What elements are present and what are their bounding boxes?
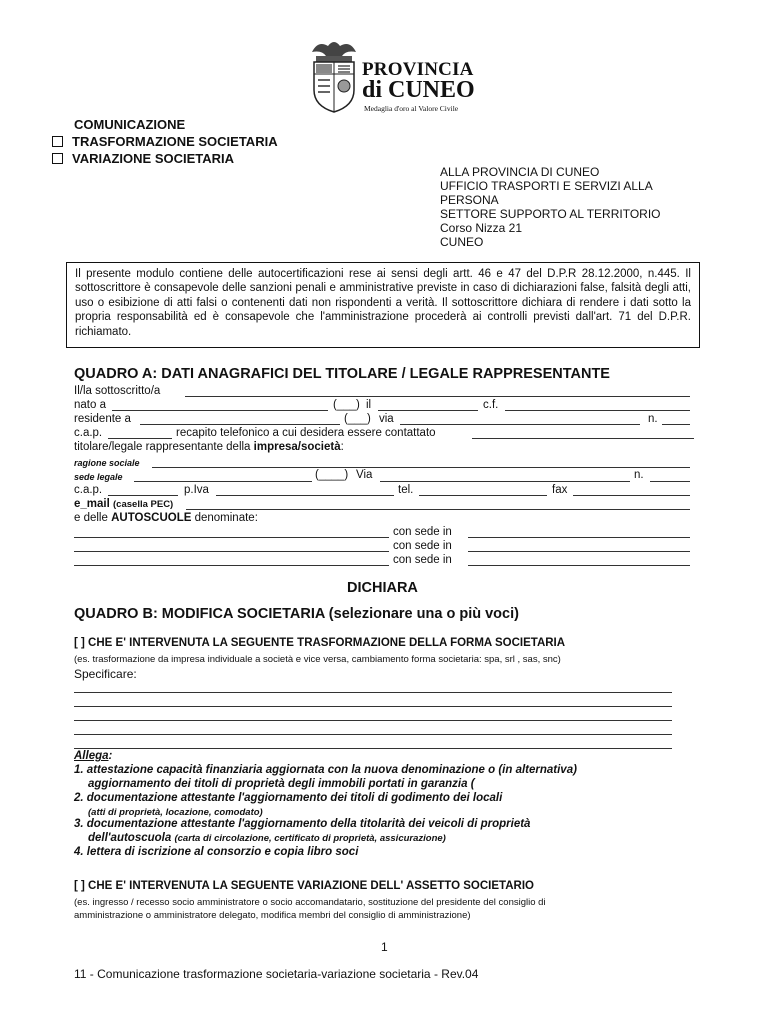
field-tel[interactable]: [419, 495, 547, 496]
titolare-colon: :: [340, 441, 344, 453]
allega-item-4: 4. lettera di iscrizione al consorzio e copia libro soci: [74, 846, 359, 858]
field-email-pec[interactable]: [186, 509, 690, 510]
label-pec: (casella PEC): [113, 499, 174, 510]
label-piva: p.Iva: [184, 484, 209, 496]
logo-line1: PROVINCIA: [362, 59, 474, 80]
logo-motto: Medaglia d'oro al Valore Civile: [364, 104, 459, 113]
label-allega: Allega: [74, 750, 109, 762]
page-footer: 11 - Comunicazione trasformazione societaria-variazione societaria - Rev.04: [74, 967, 479, 981]
field-cap-sede[interactable]: [108, 495, 178, 496]
option-trasformazione-label: TRASFORMAZIONE SOCIETARIA: [72, 134, 278, 149]
label-ragione-sociale: ragione sociale: [74, 458, 140, 468]
field-luogo-nascita[interactable]: [112, 410, 328, 411]
field-fax[interactable]: [573, 495, 690, 496]
label-titolare: titolare/legale rappresentante della: [74, 441, 251, 453]
section2-note-1: (es. ingresso / recesso socio amministratore o socio accomandatario, sostituzione del presidente del consiglio di: [74, 897, 546, 908]
label-cap-sede: c.a.p.: [74, 484, 103, 496]
checkbox-trasformazione[interactable]: [52, 136, 63, 147]
label-n: n.: [648, 413, 658, 425]
label-cf: c.f.: [483, 399, 499, 411]
field-specificare-2[interactable]: [74, 706, 672, 707]
quadro-b-title: QUADRO B: MODIFICA SOCIETARIA (selezionare una o più voci): [74, 606, 519, 622]
label-denominate: denominate:: [194, 512, 258, 524]
field-sottoscritto[interactable]: [185, 396, 690, 397]
field-autoscuola-2[interactable]: [74, 551, 389, 552]
label-con-sede-1: con sede in: [393, 526, 452, 538]
field-specificare-4[interactable]: [74, 734, 672, 735]
crest-icon: [306, 38, 362, 114]
email-label-group: [74, 497, 173, 512]
doc-title: COMUNICAZIONE: [74, 117, 186, 132]
field-prov-nascita[interactable]: (___): [333, 399, 360, 411]
allega-item-3-autoscuola: dell'autoscuola: [88, 832, 172, 844]
autoscuole-line: [74, 511, 258, 525]
label-recapito: recapito telefonico a cui desidera essere contattato: [176, 427, 436, 439]
label-email: e_mail: [74, 498, 110, 510]
address-line: ALLA PROVINCIA DI CUNEO: [440, 165, 600, 179]
section2-title[interactable]: [ ] CHE E' INTERVENUTA LA SEGUENTE VARIAZIONE DELL' ASSETTO SOCIETARIO: [74, 880, 534, 892]
section2-note-2: amministrazione o amministratore delegato, modifica membri del consiglio di amministrazione): [74, 910, 471, 921]
recipient-address: [440, 165, 720, 249]
logo-line2: di CUNEO: [362, 77, 475, 103]
allega-item-3: 3. documentazione attestante l'aggiornamento della titolarità dei veicoli di proprietà: [74, 818, 531, 830]
field-autoscuola-sede-1[interactable]: [468, 537, 690, 538]
option-variazione-label: VARIAZIONE SOCIETARIA: [72, 151, 235, 166]
field-specificare-1[interactable]: [74, 692, 672, 693]
address-line: UFFICIO TRASPORTI E SERVIZI ALLA: [440, 179, 653, 193]
label-con-sede-3: con sede in: [393, 554, 452, 566]
address-line: SETTORE SUPPORTO AL TERRITORIO: [440, 207, 661, 221]
field-autoscuola-3[interactable]: [74, 565, 389, 566]
field-via[interactable]: [400, 424, 640, 425]
field-autoscuola-sede-3[interactable]: [468, 565, 690, 566]
field-telefono[interactable]: [472, 438, 694, 439]
address-line: PERSONA: [440, 193, 499, 207]
label-cap: c.a.p.: [74, 427, 103, 439]
allega-item-1-cont: aggiornamento dei titoli di proprietà degli immobili portati in garanzia (: [88, 778, 475, 790]
checkbox-variazione[interactable]: [52, 153, 63, 164]
label-impresa: impresa/società: [253, 441, 341, 453]
allega-heading: [74, 750, 112, 764]
option-trasformazione[interactable]: [52, 133, 278, 150]
legal-notice-box: [66, 262, 700, 348]
field-data-nascita[interactable]: [378, 410, 478, 411]
label-sede-legale: sede legale: [74, 472, 123, 482]
field-prov-residenza[interactable]: (___): [344, 413, 371, 425]
allega-item-3-note: (carta di circolazione, certificato di proprietà, assicurazione): [174, 833, 446, 844]
option-variazione[interactable]: [52, 150, 234, 167]
address-line: CUNEO: [440, 235, 484, 249]
field-autoscuola-1[interactable]: [74, 537, 389, 538]
page-number: 1: [381, 940, 388, 954]
field-cap[interactable]: [108, 438, 172, 439]
provincia-logo: [306, 38, 476, 118]
label-nato: nato a: [74, 399, 106, 411]
field-civico-sede[interactable]: [650, 481, 690, 482]
field-piva[interactable]: [216, 495, 394, 496]
quadro-a-title: QUADRO A: DATI ANAGRAFICI DEL TITOLARE / LEGALE RAPPRESENTANTE: [74, 366, 610, 382]
field-cf[interactable]: [505, 410, 690, 411]
allega-item-2: 2. documentazione attestante l'aggiornamento dei titoli di godimento dei locali: [74, 792, 503, 804]
field-civico[interactable]: [662, 424, 690, 425]
section1-title[interactable]: [ ] CHE E' INTERVENUTA LA SEGUENTE TRASFORMAZIONE DELLA FORMA SOCIETARIA: [74, 637, 566, 649]
label-via-sede: Via: [356, 469, 373, 481]
allega-colon: :: [108, 750, 113, 762]
field-sede-legale[interactable]: [134, 481, 312, 482]
label-n-sede: n.: [634, 469, 644, 481]
field-prov-sede[interactable]: (____): [315, 469, 349, 481]
field-via-sede[interactable]: [380, 481, 630, 482]
label-tel: tel.: [398, 484, 414, 496]
allega-item-2-note: (atti di proprietà, locazione, comodato): [88, 807, 263, 818]
label-fax: fax: [552, 484, 568, 496]
allega-item-3-cont: [88, 832, 446, 846]
label-sottoscritto: Il/la sottoscritto/a: [74, 385, 161, 397]
field-residenza[interactable]: [140, 424, 340, 425]
field-autoscuola-sede-2[interactable]: [468, 551, 690, 552]
label-residente: residente a: [74, 413, 131, 425]
field-ragione-sociale[interactable]: [152, 467, 690, 468]
label-autoscuole: AUTOSCUOLE: [111, 512, 192, 524]
titolare-line: [74, 440, 344, 454]
allega-item-1: 1. attestazione capacità finanziaria aggiornata con la nuova denominazione o (in alternativa): [74, 764, 577, 776]
label-autoscuole-pre: e delle: [74, 512, 108, 524]
label-il: il: [366, 399, 372, 411]
label-con-sede-2: con sede in: [393, 540, 452, 552]
dichiara-heading: DICHIARA: [347, 580, 418, 596]
legal-notice-text: Il presente modulo contiene delle autocertificazioni rese ai sensi degli artt. 46 e 47 del D.P.R 28.12.2000, n.445. Il sottoscrittore è consapevole delle sanzioni penali e amministrative previste in caso di dichiarazioni false, falsità degli atti, uso o esibizione di atti falsi o contenenti dati non rispondenti a verità. Il sottoscrittore dichiara di rendere i dati sotto la propria responsabilità ed è consapevole che l'amministrazione procederà ai controlli previsti dall'art. 71 del D.P.R. richiamato.: [75, 268, 691, 338]
label-specificare: Specificare:: [74, 667, 137, 681]
address-line: Corso Nizza 21: [440, 221, 523, 235]
section1-note: (es. trasformazione da impresa individuale a società e vice versa, cambiamento forma societaria: spa, srl , sas, snc): [74, 654, 561, 665]
field-specificare-3[interactable]: [74, 720, 672, 721]
field-specificare-5[interactable]: [74, 748, 672, 749]
label-via: via: [379, 413, 394, 425]
